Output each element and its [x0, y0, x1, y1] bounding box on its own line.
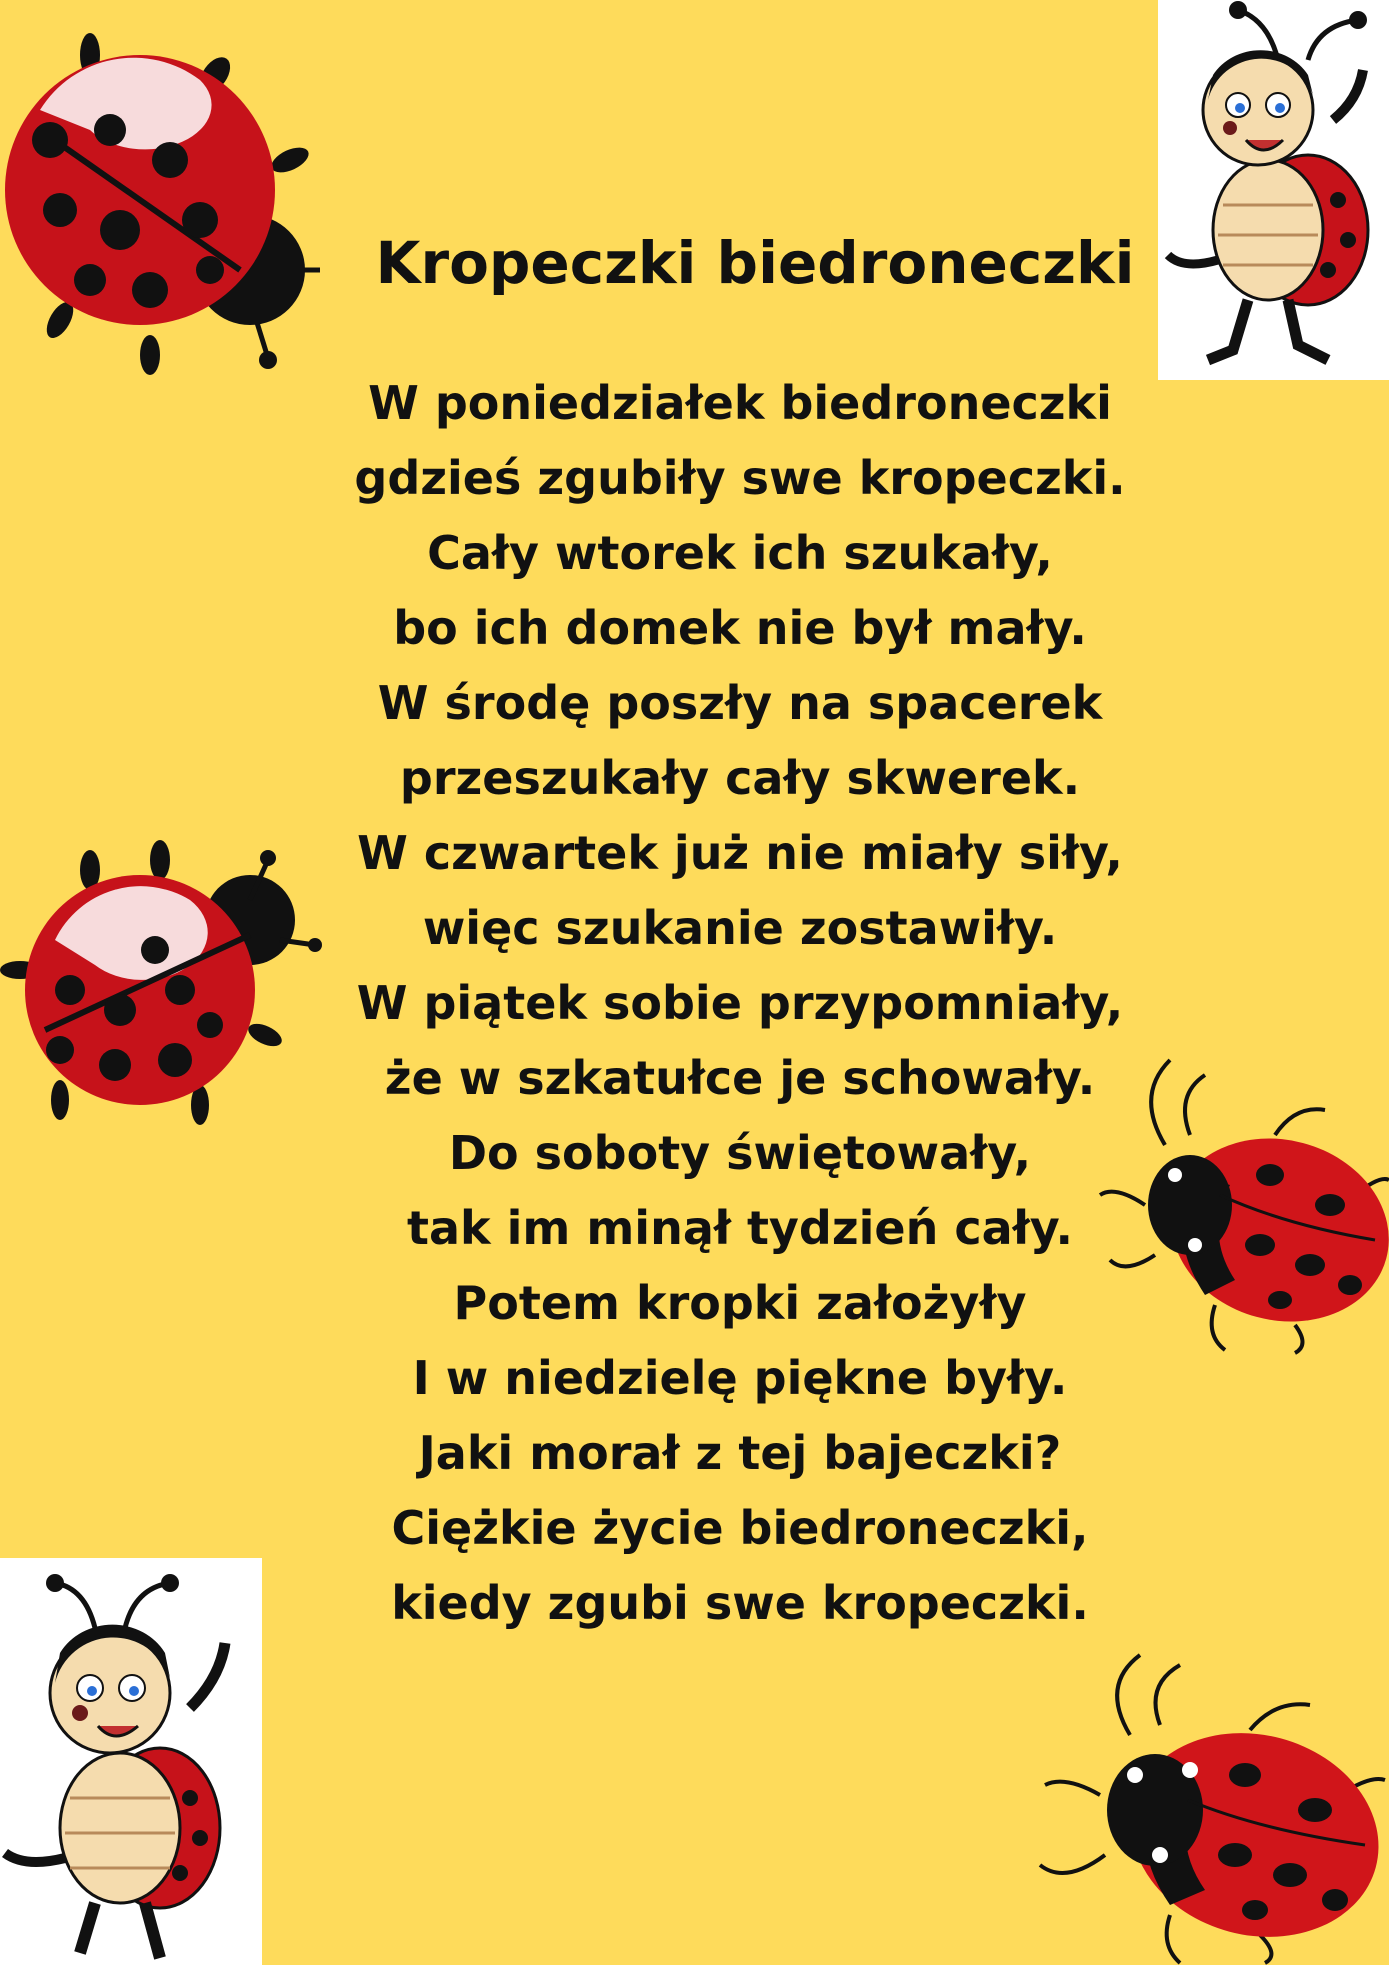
poem-line: gdzieś zgubiły swe kropeczki.: [354, 451, 1126, 505]
cartoon-ladybug-icon: [0, 1558, 262, 1965]
poem-line: W poniedziałek biedroneczki: [368, 376, 1112, 430]
poem-line: W środę poszły na spacerek: [377, 676, 1103, 730]
poem-line: Cały wtorek ich szukały,: [427, 526, 1053, 580]
poem-line: bo ich domek nie był mały.: [393, 601, 1087, 655]
poem-line: że w szkatułce je schowały.: [384, 1051, 1096, 1105]
poem-line: Ciężkie życie biedroneczki,: [391, 1501, 1089, 1555]
crawling-ladybug-icon: [1020, 1645, 1389, 1965]
poem: [300, 366, 1180, 1641]
poem-line: więc szukanie zostawiły.: [422, 901, 1058, 955]
poem-line: I w niedzielę piękne były.: [412, 1351, 1068, 1405]
poem-line: tak im minął tydzień cały.: [407, 1201, 1073, 1255]
poem-line: W czwartek już nie miały siły,: [357, 826, 1123, 880]
poem-line: Jaki morał z tej bajeczki?: [418, 1426, 1062, 1480]
poem-line: kiedy zgubi swe kropeczki.: [391, 1576, 1089, 1630]
page-title: Kropeczki biedroneczki: [375, 229, 1135, 297]
cartoon-ladybug-icon: [1158, 0, 1389, 380]
poem-line: Do soboty świętowały,: [448, 1126, 1032, 1180]
poem-line: W piątek sobie przypomniały,: [356, 976, 1124, 1030]
shiny-ladybug-icon: [0, 20, 320, 380]
poem-line: Potem kropki założyły: [453, 1276, 1027, 1330]
shiny-ladybug-icon: [0, 830, 330, 1130]
poem-line: przeszukały cały skwerek.: [399, 751, 1081, 805]
